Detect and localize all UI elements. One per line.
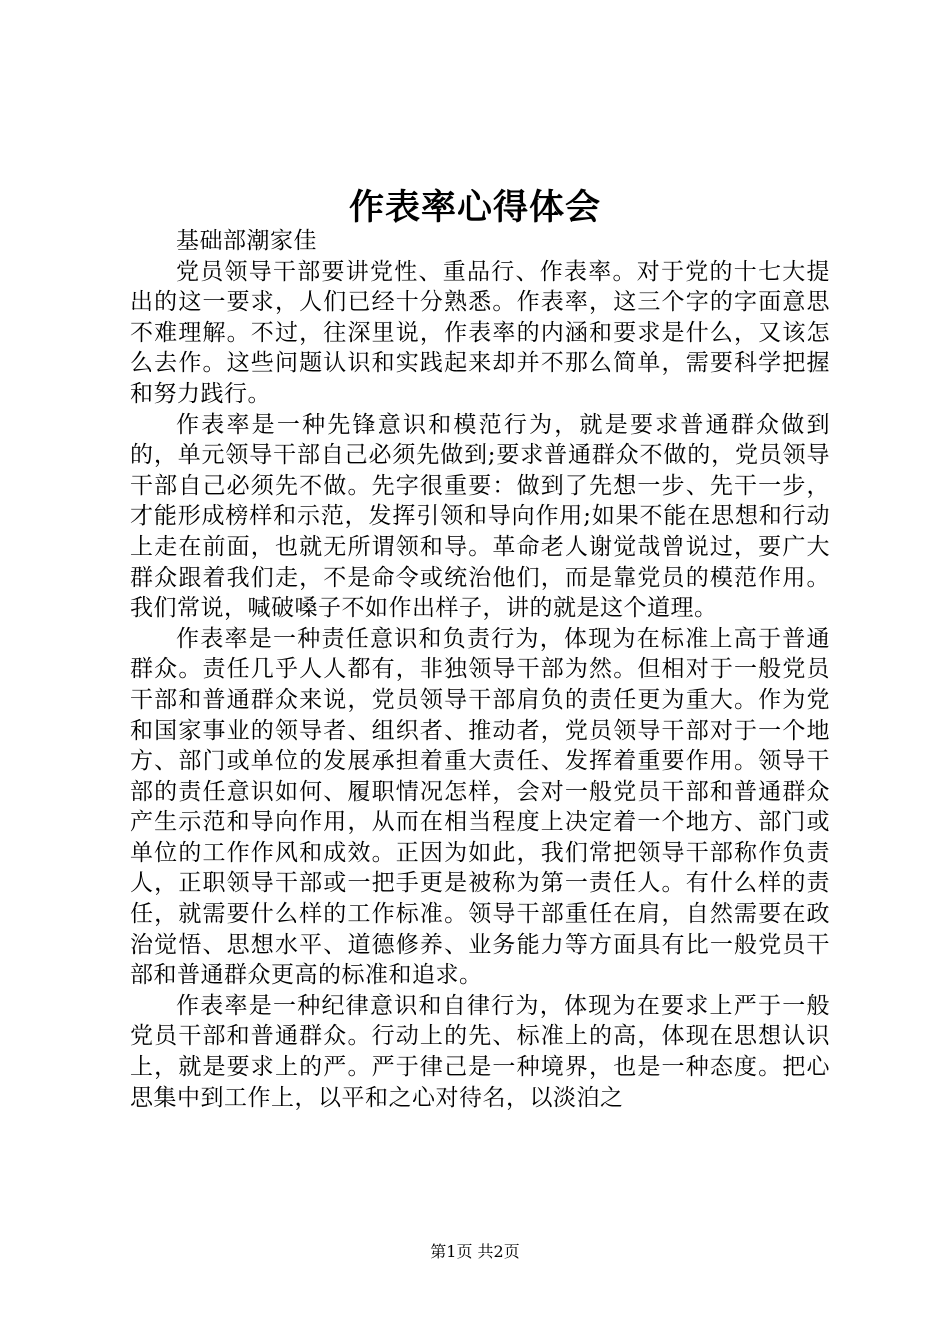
author-line: 基础部潮家佳: [176, 228, 317, 254]
paragraph-3: 作表率是一种责任意识和负责行为，体现为在标准上高于普通群众。责任几乎人人都有，非独领导干部为然。但相对于一般党员干部和普通群众来说，党员领导干部肩负的责任更为重大。作为党和国家事业的领导者、组织者、推动者，党员领导干部对于一个地方、部门或单位的发展承担着重大责任、发挥着重要作用。领导干部的责任意识如何、履职情况怎样，会对一般党员干部和普通群众产生示范和导向作用，从而在相当程度上决定着一个地方、部门或单位的工作作风和成效。正因为如此，我们常把领导干部称作负责人，正职领导干部或一把手更是被称为第一责任人。有什么样的责任，就需要什么样的工作标准。领导干部重任在肩，自然需要在政治觉悟、思想水平、道德修养、业务能力等方面具有比一般党员干部和普通群众更高的标准和追求。: [130, 625, 830, 989]
paragraph-2: 作表率是一种先锋意识和模范行为，就是要求普通群众做到的，单元领导干部自己必须先做到;要求普通群众不做的，党员领导干部自己必须先不做。先字很重要：做到了先想一步、先干一步，才能形成榜样和示范，发挥引领和导向作用;如果不能在思想和行动上走在前面，也就无所谓领和导。革命老人谢觉哉曾说过，要广大群众跟着我们走，不是命令或统治他们，而是靠党员的模范作用。我们常说，喊破嗓子不如作出样子，讲的就是这个道理。: [130, 411, 830, 622]
paragraph-4: 作表率是一种纪律意识和自律行为，体现为在要求上严于一般党员干部和普通群众。行动上的先、标准上的高，体现在思想认识上，就是要求上的严。严于律己是一种境界，也是一种态度。把心思集中到工作上，以平和之心对待名，以淡泊之: [130, 992, 830, 1111]
document-title: 作表率心得体会: [348, 187, 601, 228]
document-body: [130, 226, 830, 1113]
page-footer: 第1页 共2页: [430, 1242, 520, 1261]
paragraph-1: 党员领导干部要讲党性、重品行、作表率。对于党的十七大提出的这一要求，人们已经十分熟悉。作表率，这三个字的字面意思不难理解。不过，往深里说，作表率的内涵和要求是什么，又该怎么去作。这些问题认识和实践起来却并不那么简单，需要科学把握和努力践行。: [130, 258, 830, 407]
